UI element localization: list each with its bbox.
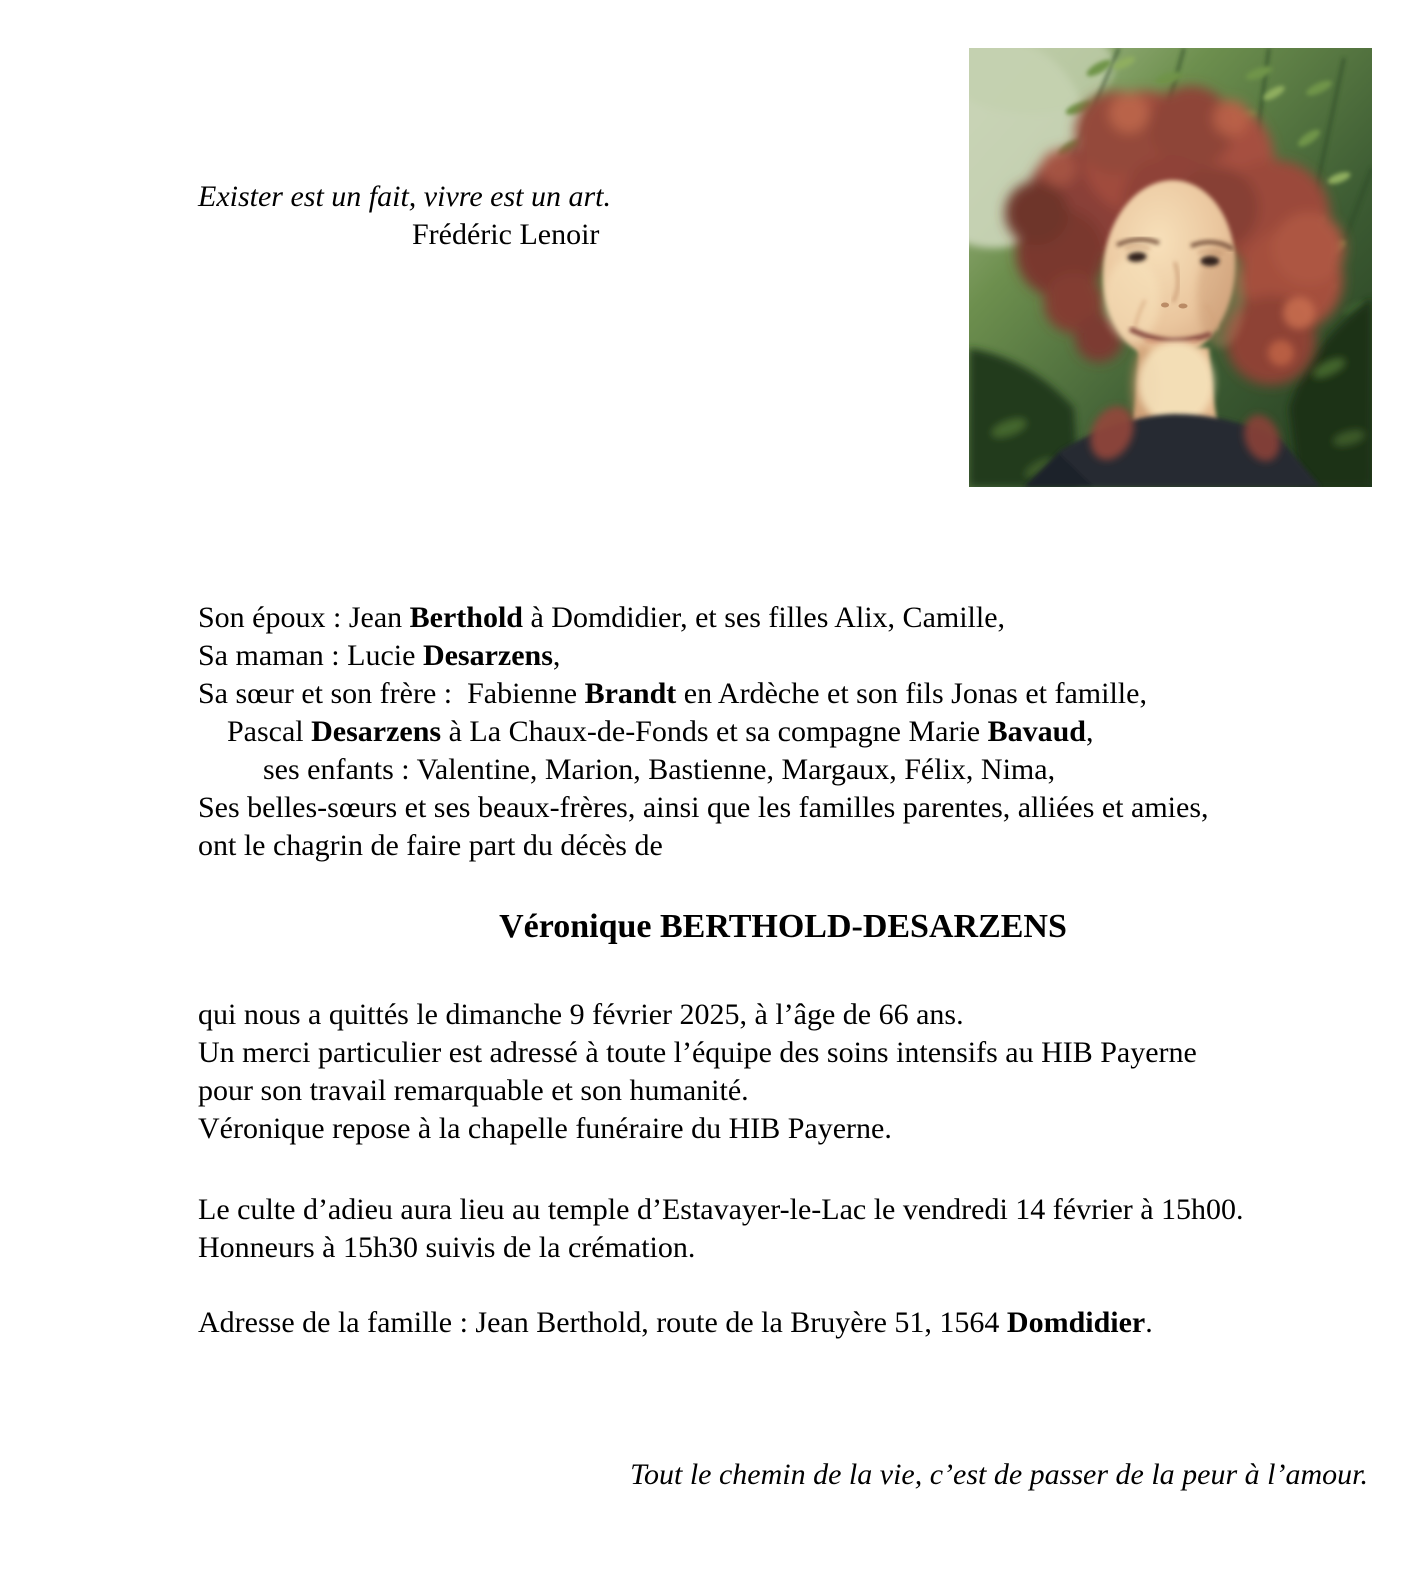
family-line-siblings: [198, 675, 1209, 713]
family-line-spouse: [198, 599, 1209, 637]
address-text: .: [1145, 1306, 1153, 1339]
family-text: ses enfants : Valentine, Marion, Bastienne, Margaux, Félix, Nima,: [263, 753, 1056, 786]
family-name-bold: Desarzens: [311, 715, 442, 748]
ceremony-line: Honneurs à 15h30 suivis de la crémation.: [198, 1231, 696, 1264]
family-text: en Ardèche et son fils Jonas et famille,: [676, 677, 1147, 710]
family-text: Sa maman : Lucie: [198, 639, 423, 672]
announcement-line: qui nous a quittés le dimanche 9 février 2025, à l’âge de 66 ans.: [198, 998, 964, 1031]
family-text: Son époux : Jean: [198, 601, 410, 634]
family-text: Sa sœur et son frère : Fabienne: [198, 677, 585, 710]
top-quote-author: Frédéric Lenoir: [412, 218, 600, 251]
family-list: [198, 599, 1209, 865]
family-text: Pascal: [227, 715, 312, 748]
family-line-inlaws: [198, 789, 1209, 827]
ceremony-paragraph: [198, 1191, 1244, 1267]
family-text: ,: [552, 639, 561, 672]
portrait-photo-image: [969, 48, 1372, 487]
address-text: Adresse de la famille : Jean Berthold, route de la Bruyère 51, 1564: [198, 1306, 1007, 1339]
family-text: à La Chaux-de-Fonds et sa compagne Marie: [441, 715, 988, 748]
address-place-bold: Domdidier: [1006, 1306, 1146, 1339]
family-text: ont le chagrin de faire part du décès de: [198, 829, 663, 862]
announcement-paragraph: [198, 996, 1197, 1148]
family-text: à Domdidier, et ses filles Alix, Camille,: [522, 601, 1006, 634]
announcement-line: Un merci particulier est adressé à toute l’équipe des soins intensifs au HIB Payerne: [198, 1036, 1197, 1069]
announcement-line: pour son travail remarquable et son humanité.: [198, 1074, 749, 1107]
family-line-children: [198, 751, 1209, 789]
bottom-quote: Tout le chemin de la vie, c’est de passer de la peur à l’amour.: [630, 1458, 1368, 1491]
family-name-bold: Bavaud: [987, 715, 1086, 748]
family-name-bold: Desarzens: [422, 639, 553, 672]
announcement-line: Véronique repose à la chapelle funéraire du HIB Payerne.: [198, 1112, 892, 1145]
ceremony-line: Le culte d’adieu aura lieu au temple d’Estavayer-le-Lac le vendredi 14 février à 15h00.: [198, 1193, 1244, 1226]
family-line-mother: [198, 637, 1209, 675]
family-address: [198, 1304, 1153, 1342]
family-name-bold: Berthold: [409, 601, 523, 634]
family-text: Ses belles-sœurs et ses beaux-frères, ainsi que les familles parentes, alliées et amies,: [198, 791, 1209, 824]
family-name-bold: Brandt: [584, 677, 677, 710]
family-line-brother: [198, 713, 1209, 751]
family-text: ,: [1086, 715, 1094, 748]
family-line-closing: [198, 827, 1209, 865]
deceased-name: Véronique BERTHOLD-DESARZENS: [499, 908, 1067, 945]
top-quote: [198, 178, 611, 254]
address-line: [198, 1304, 1153, 1342]
top-quote-text: Exister est un fait, vivre est un art.: [198, 180, 611, 213]
portrait-photo: [969, 48, 1372, 487]
